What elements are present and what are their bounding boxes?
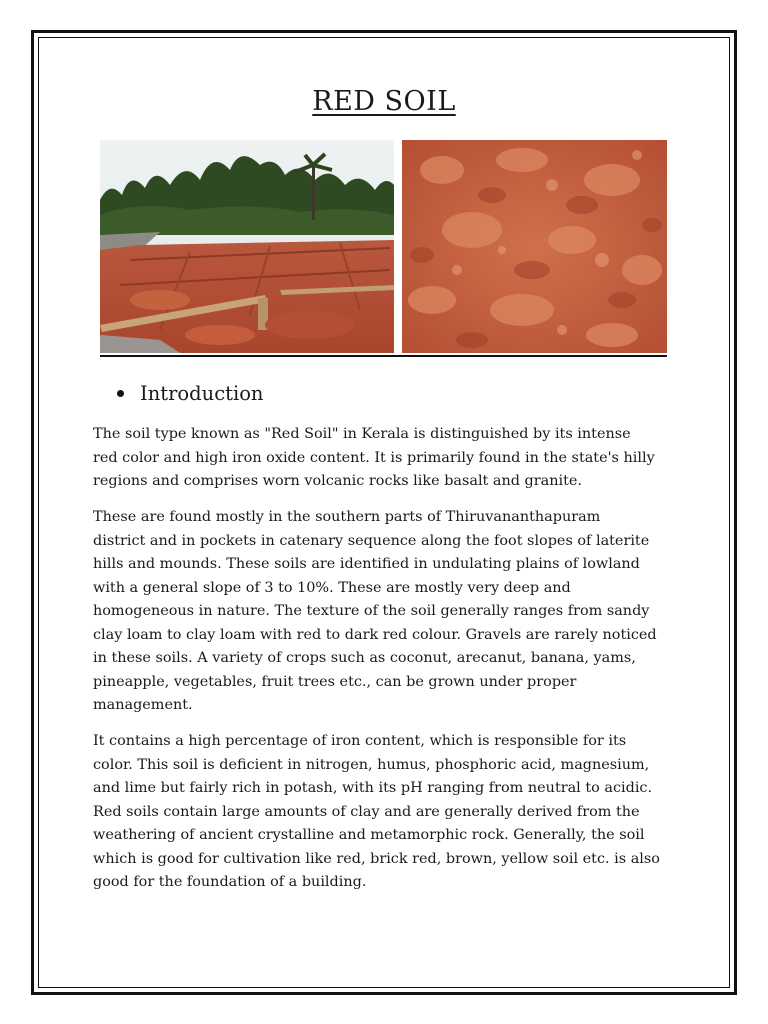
text-line: weathering of ancient crystalline and metamorphic rock. Generally, the soil <box>93 827 645 843</box>
text-line: hills and mounds. These soils are identified in undulating plains of lowland <box>93 556 640 572</box>
text-line: with a general slope of 3 to 10%. These are mostly very deep and <box>93 579 571 596</box>
text-line: homogeneous in nature. The texture of the soil generally ranges from sandy <box>93 603 650 619</box>
text-line: It contains a high percentage of iron content, which is responsible for its <box>93 733 627 749</box>
photo-construction-site <box>100 140 394 353</box>
text-line: in these soils. A variety of crops such as coconut, arecanut, banana, yams, <box>93 650 636 666</box>
section-heading <box>117 382 264 405</box>
page-title: RED SOIL <box>312 86 456 117</box>
text-line: pineapple, vegetables, fruit trees etc., can be grown under proper <box>93 673 577 690</box>
text-line: and lime but fairly rich in potash, with its pH ranging from neutral to acidic. <box>93 780 653 796</box>
text-line: district and in pockets in catenary sequence along the foot slopes of laterite <box>93 532 650 549</box>
text-line: The soil type known as "Red Soil" in Kerala is distinguished by its intense <box>93 426 631 442</box>
text-line: good for the foundation of a building. <box>93 874 367 890</box>
text-line: color. This soil is deficient in nitrogen, humus, phosphoric acid, magnesium, <box>93 756 650 773</box>
text-line: clay loam to clay loam with red to dark red colour. Gravels are rarely noticed <box>93 626 657 643</box>
bullet-icon <box>117 390 124 397</box>
photo-divider <box>100 355 667 357</box>
paragraph-3 <box>93 730 683 895</box>
text-line: red color and high iron oxide content. It is primarily found in the state's hilly <box>93 449 655 466</box>
text-line: These are found mostly in the southern parts of Thiruvananthapuram <box>93 509 601 525</box>
text-line: regions and comprises worn volcanic rocks like basalt and granite. <box>93 473 582 489</box>
text-line: which is good for cultivation like red, brick red, brown, yellow soil etc. is also <box>93 850 660 867</box>
photo-soil-texture <box>402 140 667 353</box>
text-line: Red soils contain large amounts of clay and are generally derived from the <box>93 803 640 820</box>
paragraph-1 <box>93 423 683 494</box>
text-line: management. <box>93 697 193 713</box>
section-heading-text: Introduction <box>140 382 264 405</box>
paragraph-2 <box>93 506 683 718</box>
